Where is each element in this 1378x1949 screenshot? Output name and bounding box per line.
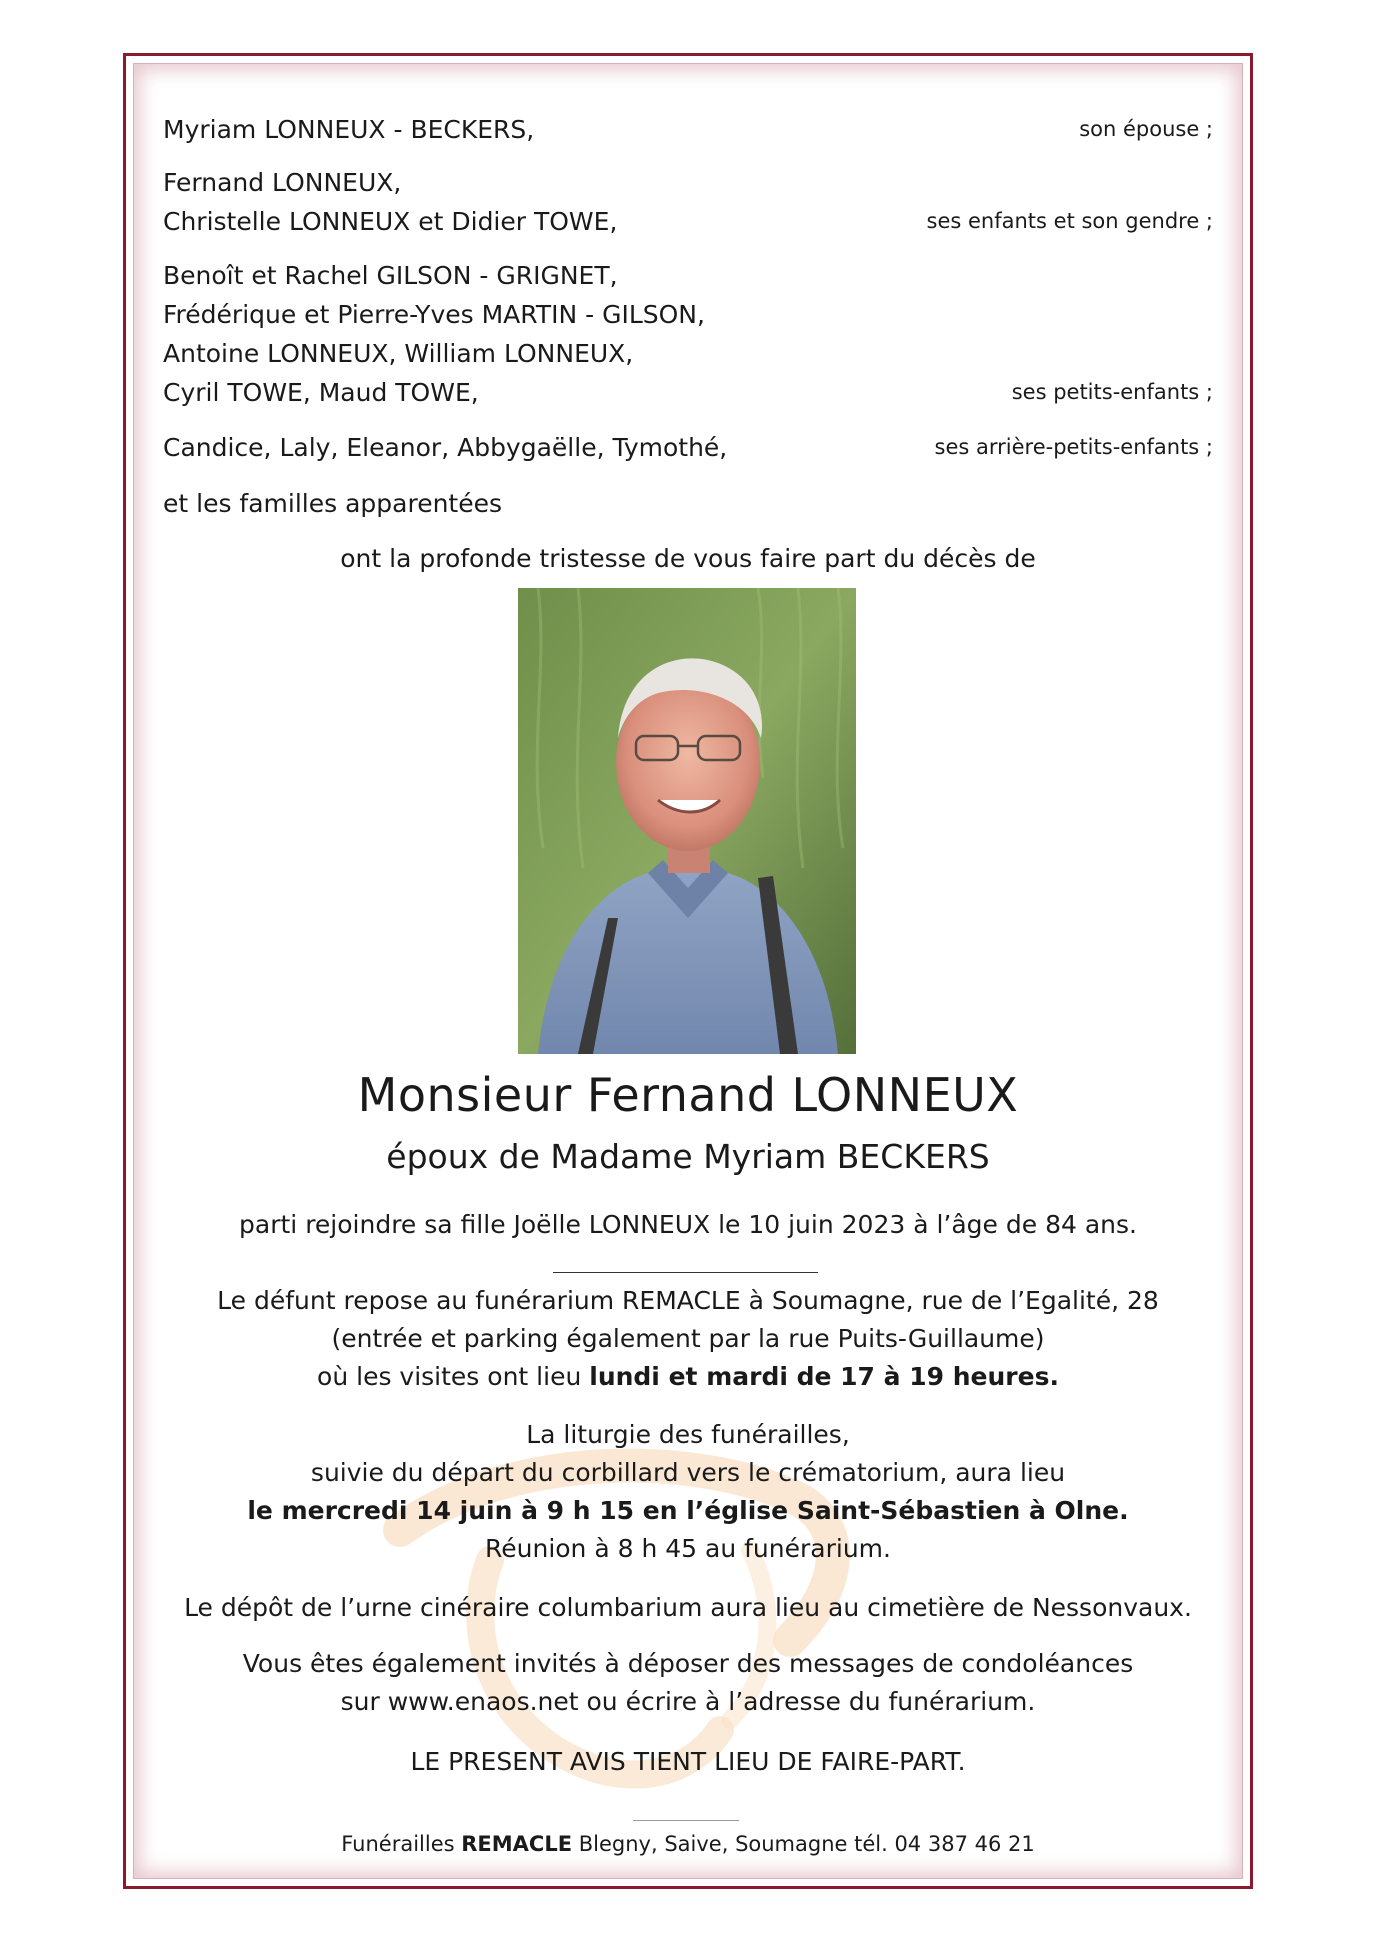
divider-line [553, 1272, 818, 1273]
deceased-portrait [518, 588, 856, 1054]
departed-text: parti rejoindre sa fille Joëlle LONNEUX le 10 juin 2023 à l’âge de 84 ans. [239, 1210, 1137, 1239]
grandchildren-line-3: Antoine LONNEUX, William LONNEUX, [163, 339, 634, 368]
funeral-line-1: La liturgie des funérailles, [526, 1420, 850, 1449]
family-great-grandchildren-row [163, 428, 1213, 467]
children-line-2: Christelle LONNEUX et Didier TOWE, [163, 207, 618, 236]
grandchildren-line-2: Frédérique et Pierre-Yves MARTIN - GILSON, [163, 300, 705, 329]
notice-text: LE PRESENT AVIS TIENT LIEU DE FAIRE-PART. [410, 1747, 966, 1776]
great-grandchildren-role: ses arrière-petits-enfants ; [934, 435, 1213, 459]
footer-brand: REMACLE [461, 1832, 573, 1856]
funeral-block [130, 1416, 1246, 1568]
condolences-line-1: Vous êtes également invités à déposer des messages de condoléances [242, 1649, 1134, 1678]
deceased-spouse: époux de Madame Myriam BECKERS [386, 1137, 990, 1176]
footer [130, 1832, 1246, 1856]
family-grandchildren-row [163, 256, 1213, 412]
family-children-row [163, 163, 1213, 241]
great-grandchildren-names: Candice, Laly, Eleanor, Abbygaëlle, Tymothé, [163, 433, 728, 462]
footer-prefix: Funérailles [341, 1832, 462, 1856]
visitation-hours: lundi et mardi de 17 à 19 heures. [589, 1362, 1059, 1391]
urn-text: Le dépôt de l’urne cinéraire columbarium aura lieu au cimetière de Nessonvaux. [184, 1593, 1192, 1622]
grandchildren-line-1: Benoît et Rachel GILSON - GRIGNET, [163, 261, 618, 290]
visitation-block [130, 1282, 1246, 1396]
announcement-text: ont la profonde tristesse de vous faire part du décès de [340, 544, 1036, 573]
condolences-line-2: sur www.enaos.net ou écrire à l’adresse du funérarium. [340, 1687, 1036, 1716]
visitation-line-1: Le défunt repose au funérarium REMACLE à Soumagne, rue de l’Egalité, 28 [217, 1286, 1159, 1315]
grandchildren-line-4: Cyril TOWE, Maud TOWE, [163, 378, 479, 407]
funeral-date-location: le mercredi 14 juin à 9 h 15 en l’église Saint-Sébastien à Olne. [247, 1496, 1129, 1525]
spouse-role: son épouse ; [1079, 117, 1213, 141]
family-relatives-row [163, 484, 1213, 523]
visitation-line-2: (entrée et parking également par la rue Puits-Guillaume) [331, 1324, 1045, 1353]
family-spouse-row [163, 110, 1213, 149]
spouse-name: Myriam LONNEUX - BECKERS, [163, 115, 535, 144]
funeral-line-2: suivie du départ du corbillard vers le crématorium, aura lieu [310, 1458, 1066, 1487]
grandchildren-role: ses petits-enfants ; [1011, 380, 1213, 404]
related-families: et les familles apparentées [163, 489, 503, 518]
children-role: ses enfants et son gendre ; [926, 209, 1213, 233]
condolences-block [130, 1645, 1246, 1721]
footer-details: Blegny, Saive, Soumagne tél. 04 387 46 21 [572, 1832, 1035, 1856]
footer-divider [633, 1820, 739, 1821]
children-line-1: Fernand LONNEUX, [163, 168, 402, 197]
visitation-line-3-text: où les visites ont lieu [317, 1362, 590, 1391]
visitation-line-3 [130, 1358, 1246, 1396]
funeral-meeting: Réunion à 8 h 45 au funérarium. [485, 1534, 891, 1563]
deceased-name: Monsieur Fernand LONNEUX [357, 1068, 1019, 1122]
portrait-image [518, 588, 856, 1054]
